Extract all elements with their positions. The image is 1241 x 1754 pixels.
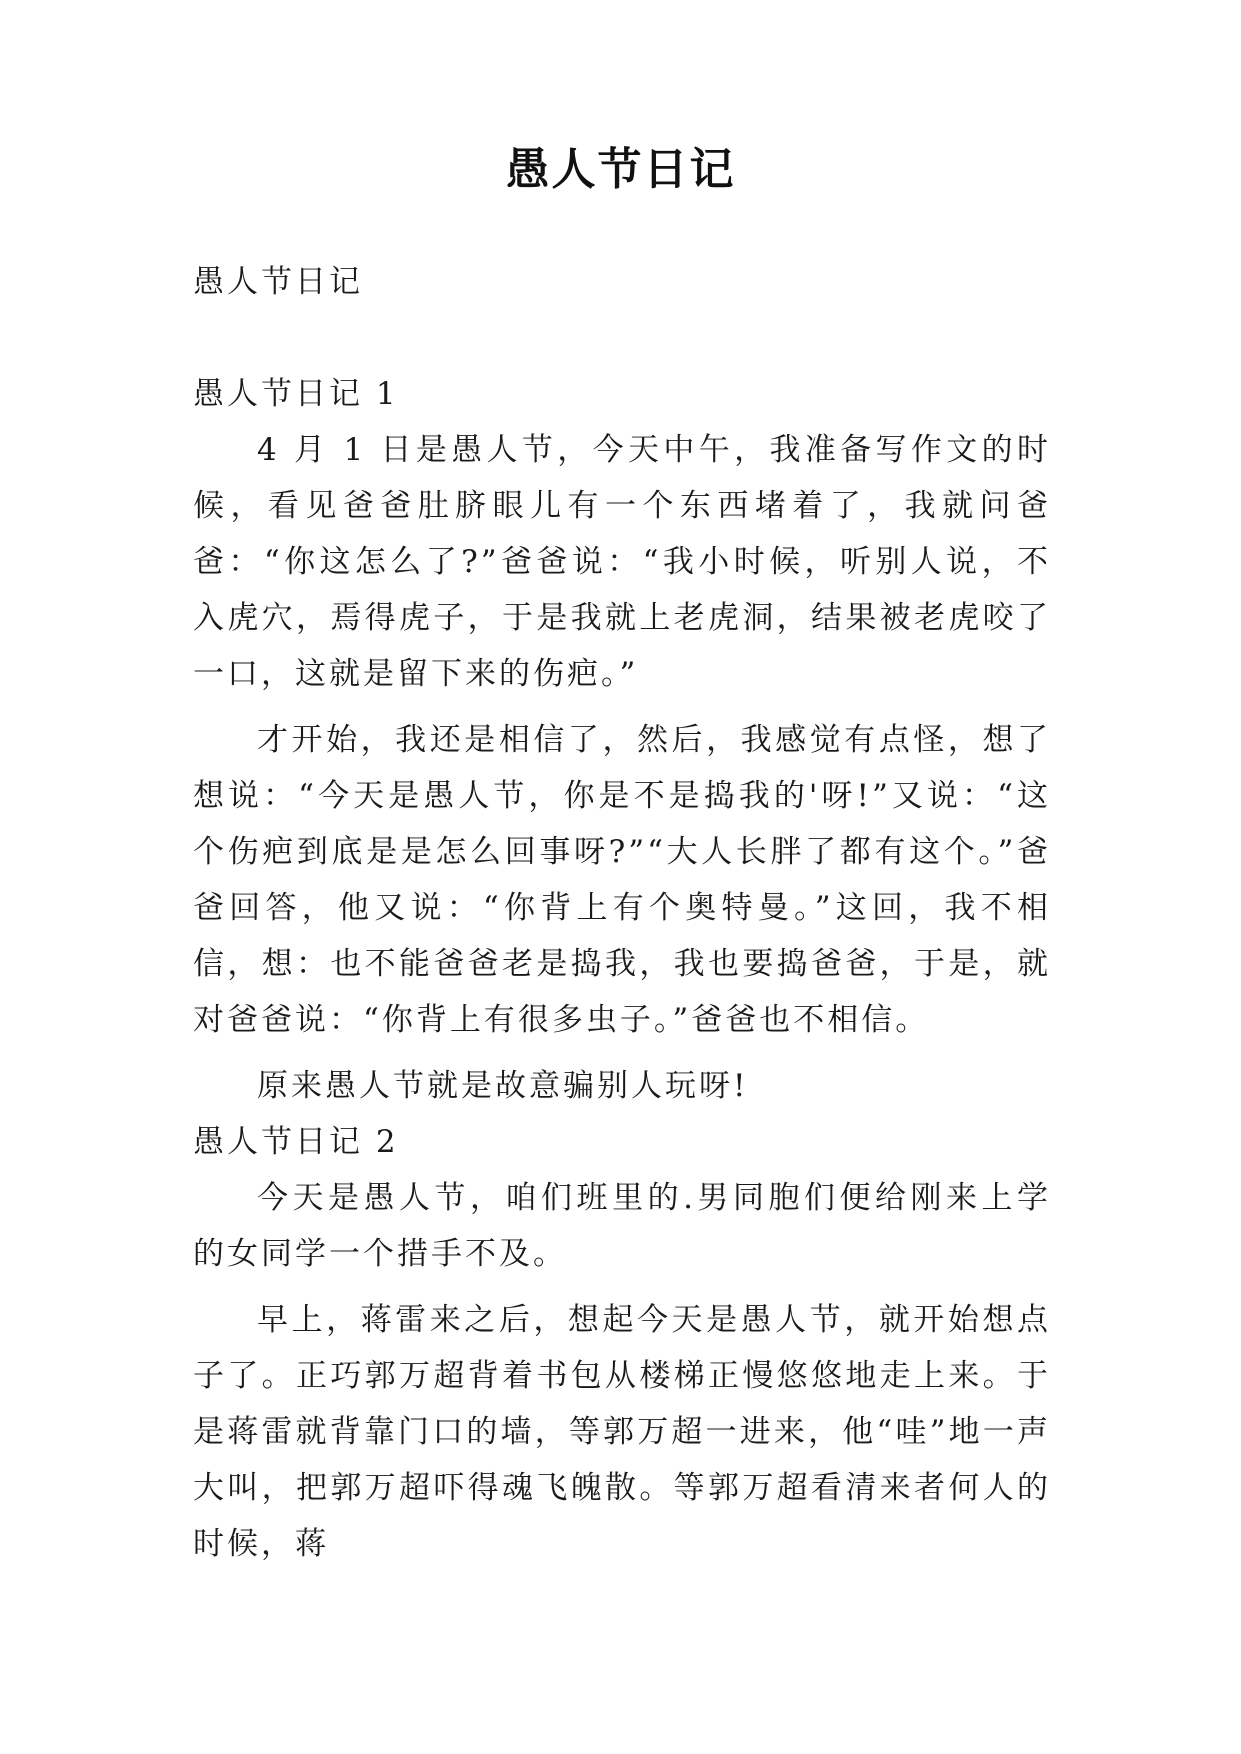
section-2-paragraph-1: 今天是愚人节，咱们班里的.男同胞们便给刚来上学的女同学一个措手不及。 (193, 1180, 1051, 1272)
document-subtitle: 愚人节日记 (193, 264, 363, 300)
section-1-paragraph-1: 4 月 1 日是愚人节，今天中午，我准备写作文的时候，看见爸爸肚脐眼儿有一个东西堵着了，我就问爸爸：“你这怎么了?”爸爸说：“我小时候，听别人说，不入虎穴，焉得虎子，于是我就上老虎洞，结果被老虎咬了一口，这就是留下来的伤疤。” (193, 432, 1051, 692)
section-heading-2: 愚人节日记 2 (193, 1124, 399, 1160)
section-1-paragraph-3: 原来愚人节就是故意骗别人玩呀! (257, 1068, 749, 1104)
document-title: 愚人节日记 (505, 144, 736, 195)
blank-line (193, 310, 1051, 366)
document-body (193, 254, 1051, 1572)
section-2-paragraph-2: 早上，蒋雷来之后，想起今天是愚人节，就开始想点子了。正巧郭万超背着书包从楼梯正慢悠悠地走上来。于是蒋雷就背靠门口的墙，等郭万超一进来，他“哇”地一声大叫，把郭万超吓得魂飞魄散。等郭万超看清来者何人的时候，蒋 (193, 1302, 1051, 1562)
section-heading-1: 愚人节日记 1 (193, 376, 399, 412)
section-1-paragraph-2: 才开始，我还是相信了，然后，我感觉有点怪，想了想说：“今天是愚人节，你是不是捣我的'呀!”又说：“这个伤疤到底是是怎么回事呀?”“大人长胖了都有这个。”爸爸回答，他又说：“你背上有个奥特曼。”这回，我不相信，想：也不能爸爸老是捣我，我也要捣爸爸，于是，就对爸爸说：“你背上有很多虫子。”爸爸也不相信。 (193, 722, 1051, 1038)
